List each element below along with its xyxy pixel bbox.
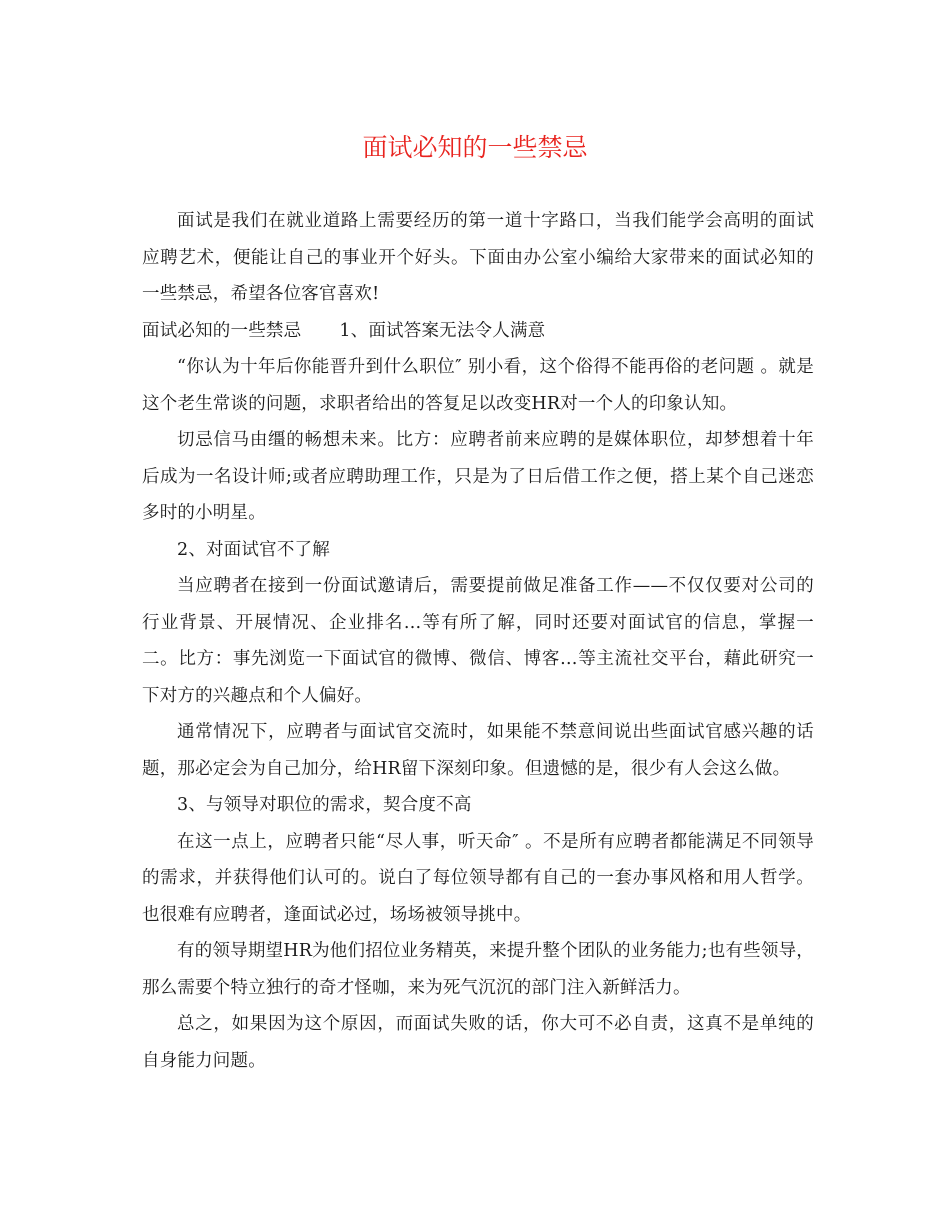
document-body <box>142 203 814 1079</box>
item3-paragraph-2: 有的领导期望HR为他们招位业务精英，来提升整个团队的业务能力;也有些领导，那么需要个特立独行的奇才怪咖，来为死气沉沉的部门注入新鲜活力。 <box>142 941 814 998</box>
item2-heading: 2、对面试官不了解 <box>177 539 330 560</box>
section-heading-line <box>142 313 814 350</box>
item1-heading: 1、面试答案无法令人满意 <box>339 320 546 341</box>
item2-paragraph-2: 通常情况下，应聘者与面试官交流时，如果能不禁意间说出些面试官感兴趣的话题，那必定会为自己加分，给HR留下深刻印象。但遗憾的是，很少有人会这么做。 <box>142 722 814 779</box>
document-title: 面试必知的一些禁忌 <box>362 133 588 162</box>
item1-paragraph-2: 切忌信马由缰的畅想未来。比方：应聘者前来应聘的是媒体职位，却梦想着十年后成为一名设计师;或者应聘助理工作，只是为了日后借工作之便，搭上某个自己迷恋多时的小明星。 <box>142 430 814 523</box>
item3-paragraph-1: 在这一点上，应聘者只能“尽人事，听天命″ 。不是所有应聘者都能满足不同领导的需求，并获得他们认可的。说白了每位领导都有自己的一套办事风格和用人哲学。也很难有应聘者，逢面试必过，场场被领导挑中。 <box>142 831 814 925</box>
item3-heading: 3、与领导对职位的需求，契合度不高 <box>177 795 472 815</box>
item1-paragraph-1: “你认为十年后你能晋升到什么职位″ 别小看，这个俗得不能再俗的老问题 。就是这个老生常谈的问题，求职者给出的答复足以改变HR对一个人的印象认知。 <box>142 357 814 414</box>
item3-paragraph-3: 总之，如果因为这个原因，而面试失败的话，你大可不必自责，这真不是单纯的自身能力问题。 <box>142 1014 814 1071</box>
item2-paragraph-1: 当应聘者在接到一份面试邀请后，需要提前做足准备工作——不仅仅要对公司的行业背景、开展情况、企业排名…等有所了解，同时还要对面试官的信息，掌握一二。比方：事先浏览一下面试官的微博、微信、博客…等主流社交平台，藉此研究一下对方的兴趣点和个人偏好。 <box>142 576 814 706</box>
intro-paragraph: 面试是我们在就业道路上需要经历的第一道十字路口，当我们能学会高明的面试应聘艺术，便能让自己的事业开个好头。下面由办公室小编给大家带来的面试必知的一些禁忌，希望各位客官喜欢! <box>142 211 814 304</box>
section-heading: 面试必知的一些禁忌 <box>142 320 302 341</box>
